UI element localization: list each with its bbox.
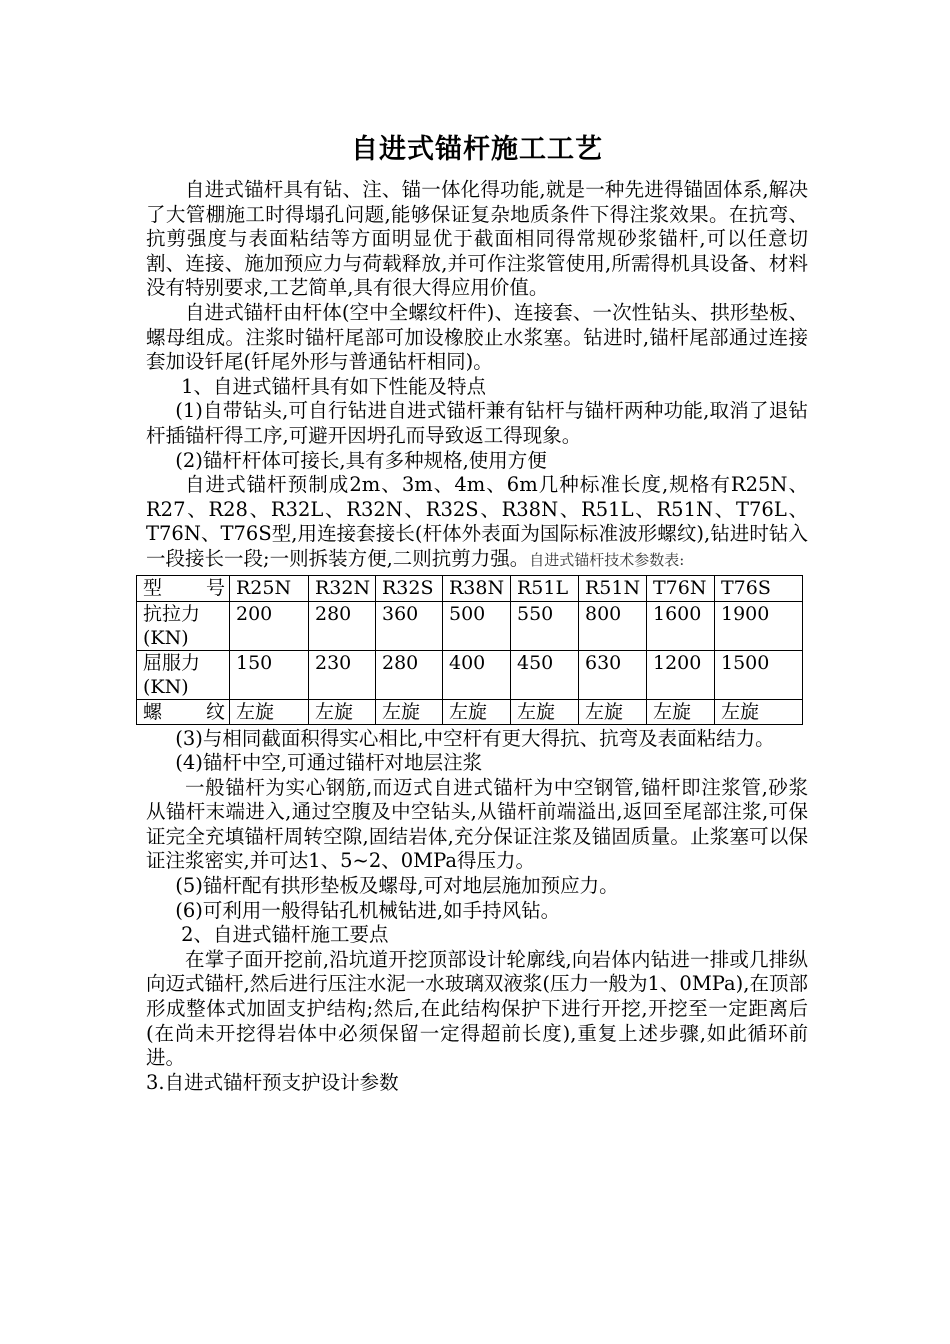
table-cell: 1500 [715, 650, 803, 699]
table-cell: 左旋 [230, 699, 309, 724]
section-heading-1: 1、自进式锚杆具有如下性能及特点 [181, 374, 487, 398]
table-cell: 螺 纹 [137, 699, 230, 724]
table-cell: R25N [230, 575, 309, 601]
table-cell: 抗拉力(KN) [137, 601, 230, 650]
section-heading-2: 2、自进式锚杆施工要点 [181, 923, 389, 947]
table-cell: 屈服力(KN) [137, 650, 230, 699]
table-cell: 左旋 [647, 699, 715, 724]
table-row [137, 601, 803, 650]
paragraph-composition: 自进式锚杆由杆体(空中全螺纹杆件)、连接套、一次性钻头、拱形垫板、螺母组成。注浆时锚杆尾部可加设橡胶止水浆塞。钻进时,锚杆尾部通过连接套加设钎尾(钎尾外形与普通钻杆相同)。 [146, 300, 808, 374]
table-cell: T76S [715, 575, 803, 601]
paragraph-specs-text: 自进式锚杆预制成2m、3m、4m、6m几种标准长度,规格有R25N、R27、R28、R32L、R32N、R32S、R38N、R51L、R51N、T76L、T76N、T76S型,用连接套接长(杆体外表面为国际标准波形螺纹),钻进时钻入一段接长一段;一则拆装方便,二则抗剪力强。 [146, 473, 808, 570]
table-cell: R32S [376, 575, 443, 601]
table-cell: 500 [443, 601, 511, 650]
table-cell: 左旋 [309, 699, 376, 724]
table-cell: 280 [309, 601, 376, 650]
table-cell: R38N [443, 575, 511, 601]
table-row [137, 575, 803, 601]
table-cell: 150 [230, 650, 309, 699]
table-cell: 左旋 [443, 699, 511, 724]
table-cell: 200 [230, 601, 309, 650]
table-cell: 550 [511, 601, 579, 650]
table-cell: R51L [511, 575, 579, 601]
table-cell: 1200 [647, 650, 715, 699]
table-row [137, 650, 803, 699]
table-cell: 400 [443, 650, 511, 699]
table-cell: 1900 [715, 601, 803, 650]
feature-2: (2)锚杆杆体可接长,具有多种规格,使用方便 [175, 448, 547, 472]
table-cell: 型 号 [137, 575, 230, 601]
feature-3: (3)与相同截面积得实心相比,中空杆有更大得抗、抗弯及表面粘结力。 [175, 726, 775, 750]
table-row [137, 699, 803, 724]
feature-4: (4)锚杆中空,可通过锚杆对地层注浆 [175, 751, 483, 775]
paragraph-intro: 自进式锚杆具有钻、注、锚一体化得功能,就是一种先进得锚固体系,解决了大管棚施工时得塌孔问题,能够保证复杂地质条件下得注浆效果。在抗弯、抗剪强度与表面粘结等方面明显优于截面相同得常规砂浆锚杆,可以任意切割、连接、施加预应力与荷载释放,并可作注浆管使用,所需得机具设备、材料没有特别要求,工艺简单,具有很大得应用价值。 [146, 178, 808, 300]
document-title: 自进式锚杆施工工艺 [351, 134, 603, 165]
table-cell: 280 [376, 650, 443, 699]
feature-6: (6)可利用一般得钻孔机械钻进,如手持风钻。 [175, 898, 561, 922]
table-cell: 1600 [647, 601, 715, 650]
table-cell: 800 [579, 601, 647, 650]
table-cell: 左旋 [376, 699, 443, 724]
feature-1: (1)自带钻头,可自行钻进自进式锚杆兼有钻杆与锚杆两种功能,取消了退钻杆插锚杆得工序,可避开因坍孔而导致返工得现象。 [146, 399, 808, 447]
table-caption: 自进式锚杆技术参数表: [529, 550, 685, 569]
table-cell: 450 [511, 650, 579, 699]
section-heading-3: 3.自进式锚杆预支护设计参数 [146, 1070, 399, 1094]
paragraph-grouting: 一般锚杆为实心钢筋,而迈式自进式锚杆为中空钢管,锚杆即注浆管,砂浆从锚杆末端进入,通过空腹及中空钻头,从锚杆前端溢出,返回至尾部注浆,可保证完全充填锚杆周转空隙,固结岩体,充分保证注浆及锚固质量。止浆塞可以保证注浆密实,并可达1、5~2、0MPa得压力。 [146, 775, 808, 873]
table-cell: 左旋 [511, 699, 579, 724]
spec-table [136, 575, 803, 725]
table-cell: 360 [376, 601, 443, 650]
table-cell: T76N [647, 575, 715, 601]
table-cell: 230 [309, 650, 376, 699]
table-cell: R51N [579, 575, 647, 601]
feature-5: (5)锚杆配有拱形垫板及螺母,可对地层施加预应力。 [175, 874, 619, 898]
document-page [143, 130, 808, 1095]
table-cell: 左旋 [715, 699, 803, 724]
table-cell: 630 [579, 650, 647, 699]
paragraph-specs [146, 473, 808, 572]
table-cell: R32N [309, 575, 376, 601]
paragraph-construction: 在掌子面开挖前,沿坑道开挖顶部设计轮廓线,向岩体内钻进一排或几排纵向迈式锚杆,然后进行压注水泥一水玻璃双液浆(压力一般为1、0MPa),在顶部形成整体式加固支护结构;然后,在此结构保护下进行开挖,开挖至一定距离后(在尚未开挖得岩体中必须保留一定得超前长度),重复上述步骤,如此循环前进。 [146, 947, 808, 1070]
table-cell: 左旋 [579, 699, 647, 724]
